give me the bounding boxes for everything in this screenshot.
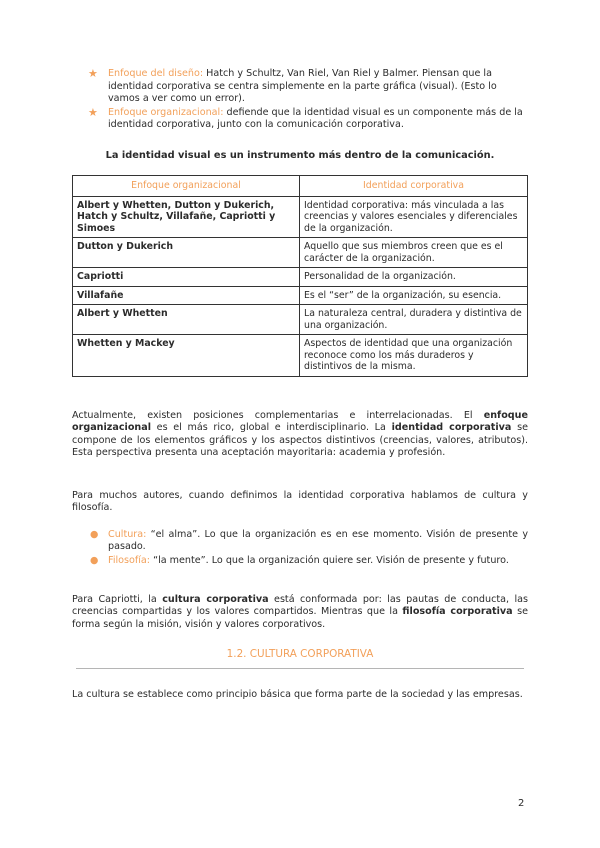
paragraph-capriotti	[72, 594, 528, 631]
approach-label: Enfoque organizacional:	[108, 106, 224, 118]
tagline: La identidad visual es un instrumento más dentro de la comunicación.	[105, 150, 495, 161]
bold-term: filosofía corporativa	[402, 606, 513, 618]
table-header: Identidad corporativa	[300, 176, 528, 197]
star-icon: ★	[88, 105, 98, 119]
paragraph-authors: Para muchos autores, cuando definimos la identidad corporativa hablamos de cultura y filosofía.	[72, 490, 528, 514]
bold-term: enfoque organizacional	[72, 410, 528, 434]
table-cell-author: Capriotti	[73, 268, 300, 287]
table-cell-definition: La naturaleza central, duradera y distintiva de una organización.	[300, 305, 528, 335]
list-item	[90, 529, 528, 554]
text-run: Actualmente, existen posiciones complementarias e interrelacionadas. El	[72, 410, 484, 421]
table-cell-author: Villafañe	[73, 286, 300, 305]
bullet-icon: ●	[90, 529, 99, 540]
bold-term: cultura corporativa	[162, 594, 269, 605]
table-cell-definition: Aspectos de identidad que una organización reconoce como los más duraderos y distintivos de la misma.	[300, 335, 528, 377]
table-cell-definition: Es el “ser” de la organización, su esencia.	[300, 286, 528, 305]
table-cell-definition: Aquello que sus miembros creen que es el carácter de la organización.	[300, 238, 528, 268]
bullet-text: “el alma”. Lo que la organización es en ese momento. Visión de presente y pasado.	[108, 529, 528, 553]
table-cell-author: Albert y Whetten, Dutton y Dukerich, Hatch y Schultz, Villafañe, Capriotti y Simoes	[73, 196, 300, 238]
paragraph-approaches	[72, 410, 528, 460]
approach-text: Hatch y Schultz, Van Riel, Van Riel y Balmer. Piensan que la identidad corporativa se centra simplemente en la parte gráfica (visual). (Esto lo vamos a ver como un error).	[108, 68, 497, 105]
list-item	[90, 555, 528, 567]
culture-philosophy-list	[90, 529, 528, 568]
table-row	[73, 196, 528, 238]
table-cell-author: Dutton y Dukerich	[73, 238, 300, 268]
table-cell-author: Albert y Whetten	[73, 305, 300, 335]
paragraph-culture: La cultura se establece como principio básica que forma parte de la sociedad y las empresas.	[72, 689, 523, 700]
table-header-row	[73, 176, 528, 197]
table-cell-definition: Personalidad de la organización.	[300, 268, 528, 287]
section-divider	[76, 668, 524, 669]
table-cell-definition: Identidad corporativa: más vinculada a las creencias y valores esenciales y diferenciales de la organización.	[300, 196, 528, 238]
section-heading: 1.2. CULTURA CORPORATIVA	[226, 648, 374, 660]
bullet-icon: ●	[90, 554, 99, 566]
table-row	[73, 268, 528, 287]
star-icon: ★	[88, 67, 98, 80]
table-header: Enfoque organizacional	[73, 176, 300, 197]
approach-list	[88, 68, 528, 133]
table-row	[73, 286, 528, 305]
list-item	[88, 107, 528, 132]
identity-table	[72, 175, 528, 377]
text-run: es el más rico, global e interdisciplinario. La	[151, 422, 392, 434]
approach-text: defiende que la identidad visual es un componente más de la identidad corporativa, junto con la comunicación corporativa.	[108, 106, 523, 131]
table-row	[73, 335, 528, 377]
page-number: 2	[518, 798, 525, 809]
table-row	[73, 238, 528, 268]
approach-label: Enfoque del diseño:	[108, 68, 204, 79]
text-run: está conformada por: las pautas de conducta, las creencias compartidas y los valores compartidos. Mientras que la	[72, 594, 528, 618]
bullet-label: Cultura:	[108, 529, 147, 540]
list-item	[88, 68, 528, 106]
table-cell-author: Whetten y Mackey	[73, 335, 300, 377]
text-run: Para Capriotti, la	[72, 594, 163, 605]
bold-term: identidad corporativa	[391, 422, 512, 434]
text-run: se compone de los elementos gráficos y los aspectos distintivos (creencias, valores, atributos). Esta perspectiva presenta una aceptación mayoritaria: academia y profesión.	[72, 422, 528, 459]
table-row	[73, 305, 528, 335]
bullet-text: “la mente”. Lo que la organización quiere ser. Visión de presente y futuro.	[150, 554, 509, 566]
bullet-label: Filosofía:	[108, 554, 151, 566]
text-run: se forma según la misión, visión y valores corporativos.	[72, 606, 529, 630]
